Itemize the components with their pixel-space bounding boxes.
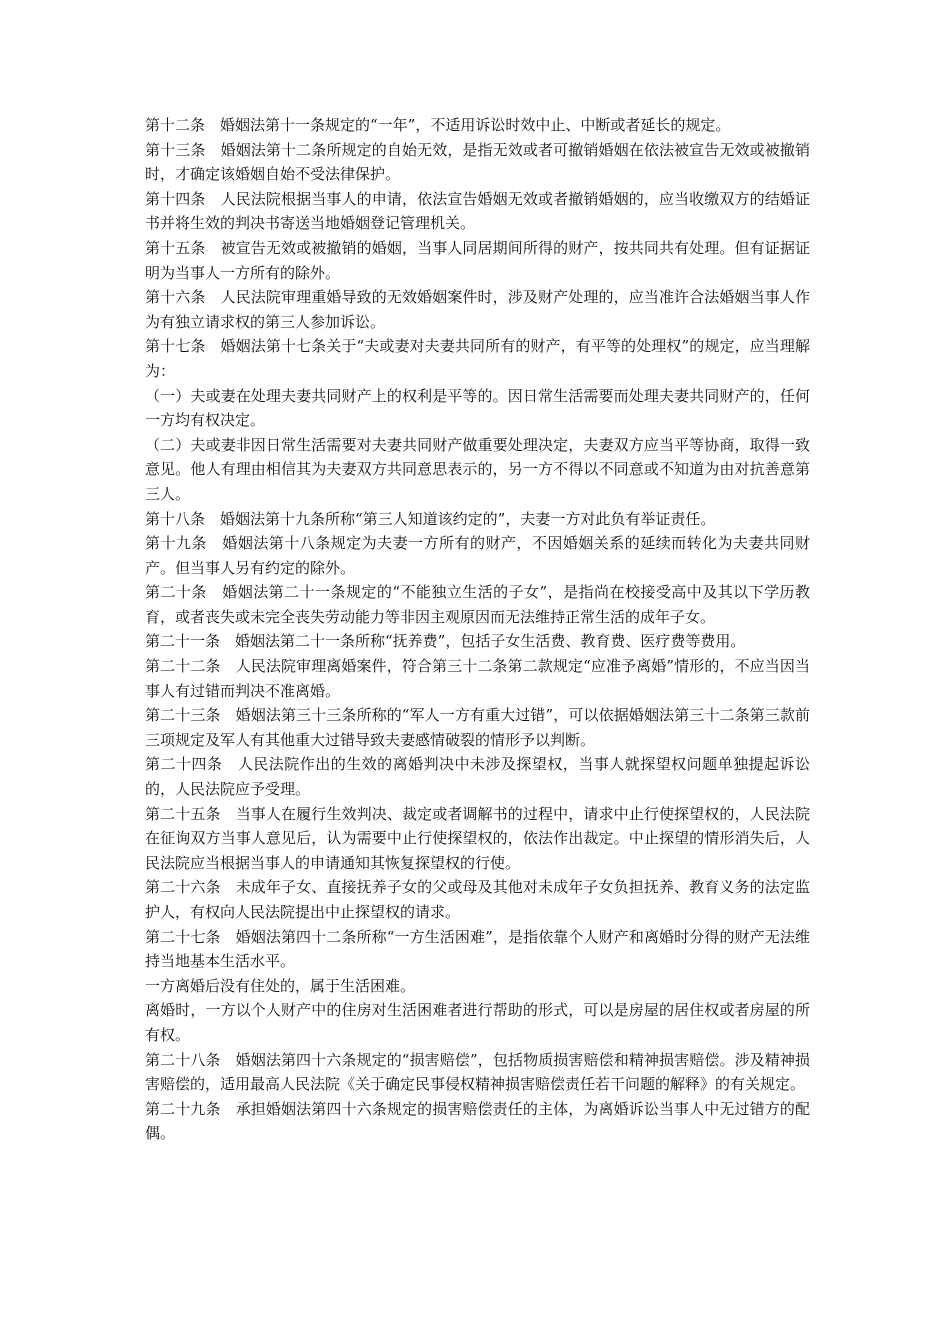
paragraph-article-24: 第二十四条 人民法院作出的生效的离婚判决中未涉及探望权，当事人就探望权问题单独提起诉讼的，人民法院应予受理。: [145, 755, 810, 799]
paragraph-article-27-note-2: 离婚时，一方以个人财产中的住房对生活困难者进行帮助的形式，可以是房屋的居住权或者房屋的所有权。: [145, 1001, 810, 1044]
paragraph-article-27: 第二十七条 婚姻法第四十二条所称“一方生活困难”，是指依靠个人财产和离婚时分得的财产无法维持当地基本生活水平。: [145, 927, 810, 971]
paragraph-article-17-item-1: （一）夫或妻在处理夫妻共同财产上的权利是平等的。因日常生活需要而处理夫妻共同财产的，任何一方均有权决定。: [145, 386, 810, 430]
paragraph-article-12: 第十二条 婚姻法第十一条规定的“一年”，不适用诉讼时效中止、中断或者延长的规定。: [145, 116, 731, 134]
paragraph-article-22: 第二十二条 人民法院审理离婚案件，符合第三十二条第二款规定“应准予离婚”情形的，不应当因当事人有过错而判决不准离婚。: [145, 657, 810, 700]
paragraph-article-27-note-1: 一方离婚后没有住处的，属于生活困难。: [145, 976, 416, 995]
paragraph-article-21: 第二十一条 婚姻法第二十一条所称“抚养费”，包括子女生活费、教育费、医疗费等费用。: [145, 632, 746, 651]
paragraph-article-19: 第十九条 婚姻法第十八条规定为夫妻一方所有的财产，不因婚姻关系的延续而转化为夫妻共同财产。但当事人另有约定的除外。: [145, 534, 810, 577]
paragraph-article-17: 第十七条 婚姻法第十七条关于“夫或妻对夫妻共同所有的财产，有平等的处理权”的规定，应当理解为：: [145, 337, 810, 380]
paragraph-article-13: 第十三条 婚姻法第十二条所规定的自始无效，是指无效或者可撤销婚姻在依法被宣告无效或被撤销时，才确定该婚姻自始不受法律保护。: [145, 140, 810, 184]
paragraph-article-18: 第十八条 婚姻法第十九条所称“第三人知道该约定的”，夫妻一方对此负有举证责任。: [145, 509, 716, 528]
paragraph-article-23: 第二十三条 婚姻法第三十三条所称的“军人一方有重大过错”，可以依据婚姻法第三十二条第三款前三项规定及军人有其他重大过错导致夫妻感情破裂的情形予以判断。: [145, 706, 810, 749]
paragraph-article-17-item-2: （二）夫或妻非因日常生活需要对夫妻共同财产做重要处理决定，夫妻双方应当平等协商，取得一致意见。他人有理由相信其为夫妻双方共同意思表示的，另一方不得以不同意或不知道为由对抗善意第三人。: [145, 435, 810, 503]
paragraph-article-20: 第二十条 婚姻法第二十一条规定的“不能独立生活的子女”，是指尚在校接受高中及其以下学历教育，或者丧失或未完全丧失劳动能力等非因主观原因而无法维持正常生活的成年子女。: [145, 583, 810, 626]
paragraph-article-29: 第二十九条 承担婚姻法第四十六条规定的损害赔偿责任的主体，为离婚诉讼当事人中无过错方的配偶。: [145, 1099, 810, 1143]
document-body: [145, 113, 810, 1146]
paragraph-article-14: 第十四条 人民法院根据当事人的申请，依法宣告婚姻无效或者撤销婚姻的，应当收缴双方的结婚证书并将生效的判决书寄送当地婚姻登记管理机关。: [145, 189, 810, 233]
paragraph-article-26: 第二十六条 未成年子女、直接抚养子女的父或母及其他对未成年子女负担抚养、教育义务的法定监护人，有权向人民法院提出中止探望权的请求。: [145, 878, 810, 921]
paragraph-article-28: 第二十八条 婚姻法第四十六条规定的“损害赔偿”，包括物质损害赔偿和精神损害赔偿。涉及精神损害赔偿的，适用最高人民法院《关于确定民事侵权精神损害赔偿责任若干问题的解释》的有关规定。: [145, 1050, 810, 1094]
paragraph-article-25: 第二十五条 当事人在履行生效判决、裁定或者调解书的过程中，请求中止行使探望权的，人民法院在征询双方当事人意见后，认为需要中止行使探望权的，依法作出裁定。中止探望的情形消失后，人民法院应当根据当事人的申请通知其恢复探望权的行使。: [145, 804, 810, 872]
paragraph-article-16: 第十六条 人民法院审理重婚导致的无效婚姻案件时，涉及财产处理的，应当准许合法婚姻当事人作为有独立请求权的第三人参加诉讼。: [145, 288, 810, 331]
paragraph-article-15: 第十五条 被宣告无效或被撤销的婚姻，当事人同居期间所得的财产，按共同共有处理。但有证据证明为当事人一方所有的除外。: [145, 238, 810, 282]
